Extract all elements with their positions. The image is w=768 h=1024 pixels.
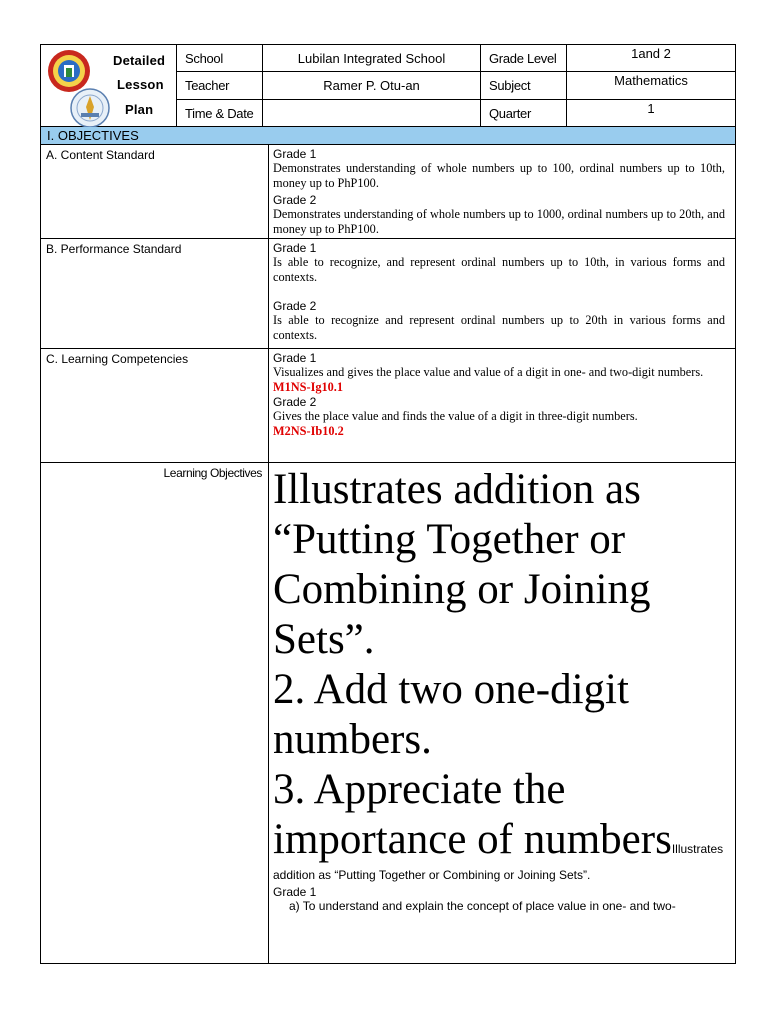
learning-competencies-grade1-text: Visualizes and gives the place value and value of a digit in one- and two-digit numbers.	[273, 365, 704, 379]
grade1-label: Grade 1	[273, 241, 317, 255]
grade2-label: Grade 2	[273, 395, 317, 409]
grade1-label: Grade 1	[273, 147, 317, 161]
competency-code-grade2: M2NS-Ib10.2	[273, 424, 344, 438]
content-standard-text	[273, 145, 725, 237]
title-line-lesson: Lesson	[117, 77, 164, 92]
performance-standard-grade1-text: Is able to recognize, and represent ordinal numbers up to 10th, in various forms and contexts.	[273, 255, 725, 284]
learning-competencies-text	[273, 349, 725, 439]
content-standard-grade2-text: Demonstrates understanding of whole numbers up to 1000, ordinal numbers up to 20th, and money up to PhP100.	[273, 207, 725, 236]
competency-code-grade1: M1NS-Ig10.1	[273, 380, 344, 394]
learning-objectives-label: Learning Objectives	[163, 466, 262, 480]
subject-label: Subject	[481, 72, 567, 100]
objectives-small-text: Illustrates addition as “Putting Together or Combining or Joining Sets”.	[273, 842, 724, 882]
teacher-value: Ramer P. Otu-an	[263, 72, 481, 100]
grade2-label: Grade 2	[273, 193, 317, 207]
subject-value: Mathematics	[567, 72, 735, 100]
performance-standard-row	[41, 239, 735, 349]
deped-seal-logo	[67, 87, 113, 129]
grade1-label: Grade 1	[273, 885, 317, 899]
header-logo-area	[41, 45, 177, 127]
learning-objectives-big-text	[273, 466, 672, 863]
content-standard-row	[41, 145, 735, 239]
learning-objectives-label-cell	[41, 463, 269, 963]
grade2-label: Grade 2	[273, 299, 317, 313]
content-standard-grade1-text: Demonstrates understanding of whole numbers up to 100, ordinal numbers up to 10th, money up to PhP100.	[273, 161, 725, 190]
teacher-label: Teacher	[177, 72, 263, 100]
school-label: School	[177, 45, 263, 72]
performance-standard-label: B. Performance Standard	[41, 239, 269, 348]
grade1-label: Grade 1	[273, 351, 317, 365]
time-date-label: Time & Date	[177, 100, 263, 127]
objective-item-a: a) To understand and explain the concept of place value in one- and two-	[289, 899, 676, 913]
performance-standard-grade2-text: Is able to recognize and represent ordinal numbers up to 20th in various forms and contexts.	[273, 313, 725, 342]
learning-competencies-row	[41, 349, 735, 463]
title-line-plan: Plan	[125, 102, 154, 117]
quarter-label: Quarter	[481, 100, 567, 127]
learning-objectives-row	[41, 463, 735, 963]
objectives-heading: I. OBJECTIVES	[41, 127, 735, 145]
time-date-value	[263, 100, 481, 127]
lesson-plan-page	[40, 44, 736, 964]
grade-level-label: Grade Level	[481, 45, 567, 72]
school-value: Lubilan Integrated School	[263, 45, 481, 72]
title-line-detailed: Detailed	[113, 53, 166, 68]
grade-level-value: 1and 2	[567, 45, 735, 72]
objectives-large-text: Illustrates addition as “Putting Together or Combining or Joining Sets”. 2. Add two one-digit numbers. 3. Appreciate the importance of numbers	[273, 466, 672, 863]
content-standard-label: A. Content Standard	[41, 145, 269, 238]
performance-standard-text	[273, 239, 725, 343]
learning-objectives-content	[273, 465, 728, 914]
learning-competencies-grade2-text: Gives the place value and finds the value of a digit in three-digit numbers.	[273, 409, 638, 423]
quarter-value: 1	[567, 100, 735, 127]
learning-competencies-label: C. Learning Competencies	[41, 349, 269, 462]
